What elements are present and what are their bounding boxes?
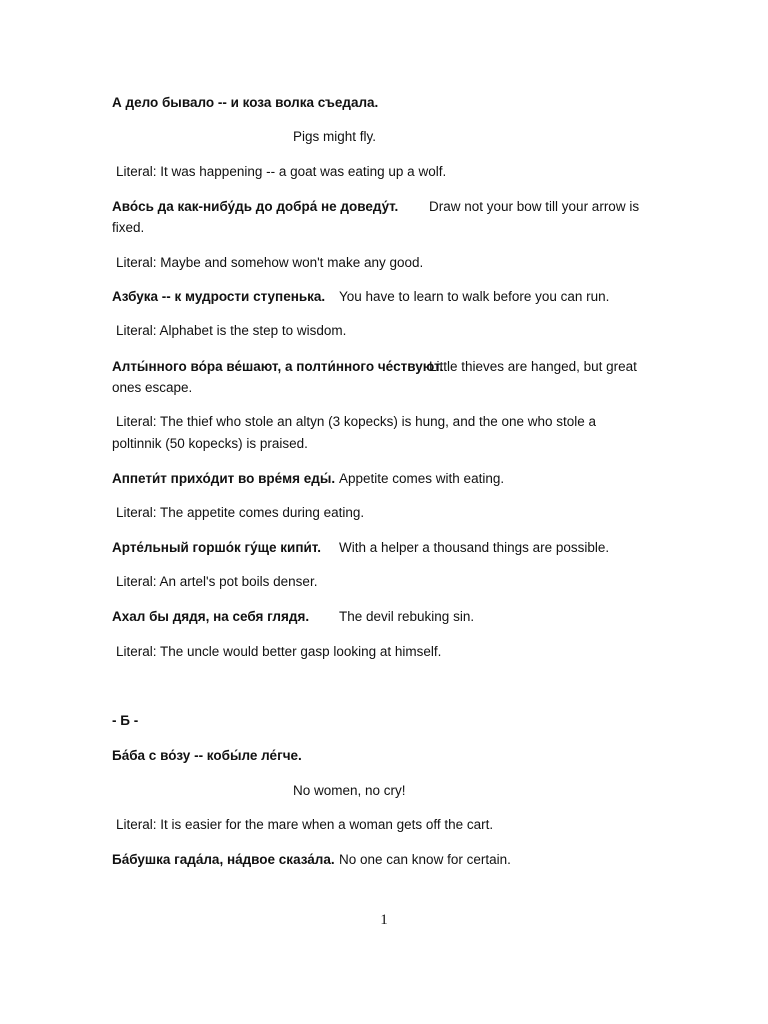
proverb-english: Appetite comes with eating.: [339, 471, 505, 486]
proverb-russian: Аппети́т прихо́дит во вре́мя еды́.: [112, 471, 336, 486]
proverb-russian: Ахал бы дядя, на себя глядя.: [112, 609, 310, 624]
proverb-russian: Аво́сь да как-нибу́дь до добра́ не доведу́т.: [112, 199, 399, 214]
proverb-english: With a helper a thousand things are possible.: [339, 540, 610, 555]
section-heading: - Б -: [112, 713, 139, 728]
proverb-english-continued: fixed.: [112, 220, 145, 235]
proverb-literal: Literal: An artel's pot boils denser.: [116, 574, 318, 589]
page-number: 1: [380, 912, 388, 928]
proverb-russian: Алты́нного во́ра ве́шают, а полти́нного че́ствуют.: [112, 359, 444, 374]
proverb-russian: Ба́бушка гада́ла, на́двое сказа́ла.: [112, 852, 335, 867]
proverb-russian: Азбука -- к мудрости ступенька.: [112, 289, 326, 304]
proverb-english: Draw not your bow till your arrow is: [429, 199, 640, 214]
proverb-literal: Literal: It was happening -- a goat was eating up a wolf.: [116, 164, 447, 179]
proverb-literal: Literal: The appetite comes during eating.: [116, 505, 365, 520]
proverb-literal: Literal: The thief who stole an altyn (3 kopecks) is hung, and the one who stole a: [116, 414, 597, 429]
proverb-english: You have to learn to walk before you can run.: [339, 289, 610, 304]
proverb-literal: Literal: It is easier for the mare when a woman gets off the cart.: [116, 817, 494, 832]
proverb-literal: Literal: The uncle would better gasp looking at himself.: [116, 644, 442, 659]
proverb-english: No women, no cry!: [293, 783, 406, 798]
proverb-literal: Literal: Alphabet is the step to wisdom.: [116, 323, 347, 338]
proverb-literal-continued: poltinnik (50 kopecks) is praised.: [112, 436, 308, 451]
proverb-literal: Literal: Maybe and somehow won't make any good.: [116, 255, 424, 270]
proverb-russian: Арте́льный горшо́к гу́ще кипи́т.: [112, 540, 321, 555]
proverb-english: Little thieves are hanged, but great: [429, 359, 637, 374]
proverb-russian: А дело бывало -- и коза волка съедала.: [112, 95, 379, 110]
proverb-russian: Ба́ба с во́зу -- кобы́ле ле́гче.: [112, 748, 302, 763]
proverb-english: The devil rebuking sin.: [339, 609, 475, 624]
proverb-english-continued: ones escape.: [112, 380, 193, 395]
proverb-english: Pigs might fly.: [293, 129, 377, 144]
proverb-english: No one can know for certain.: [339, 852, 511, 867]
